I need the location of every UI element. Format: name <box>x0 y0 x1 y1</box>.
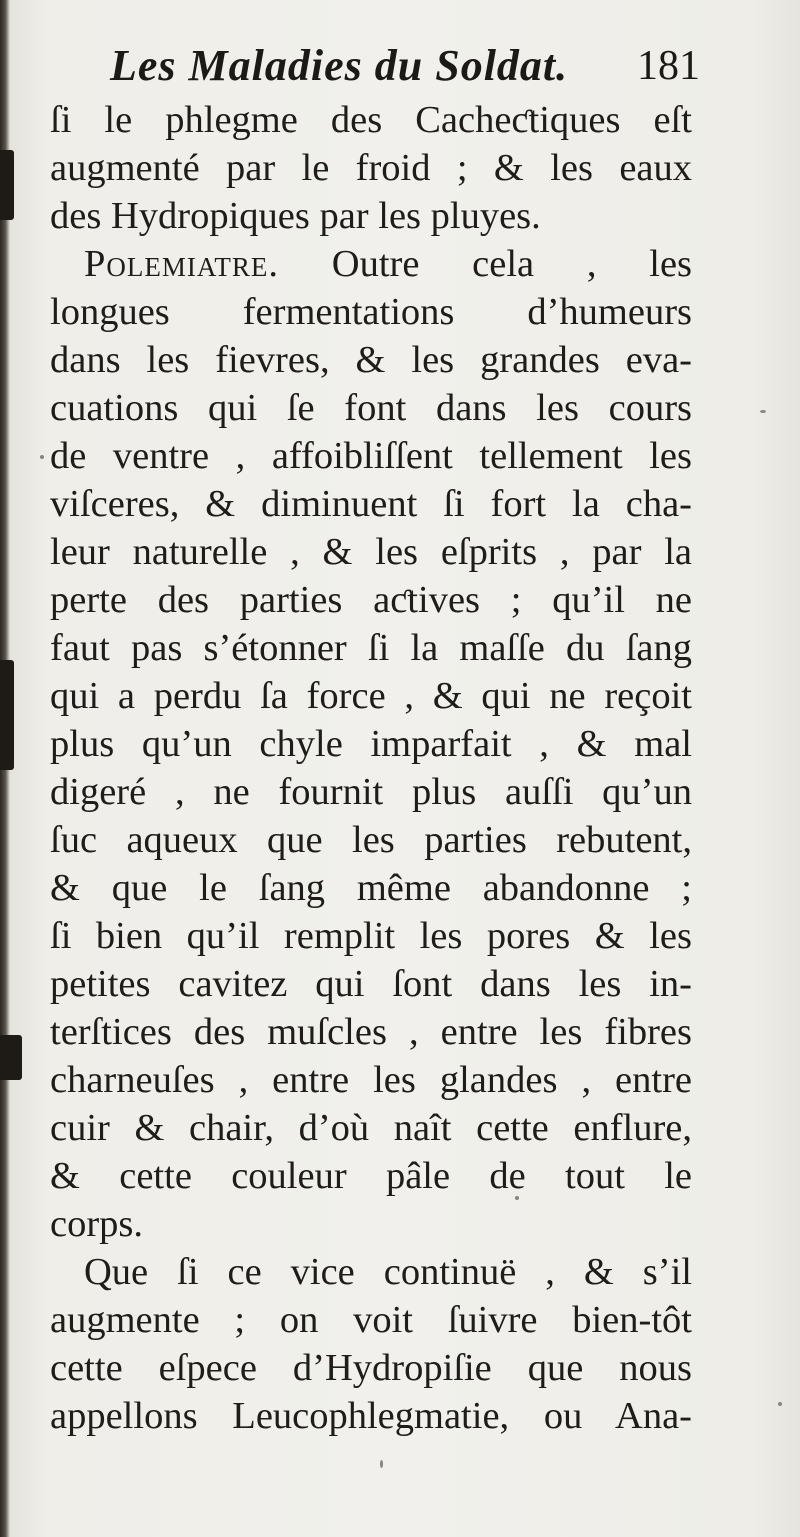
text-line: augmenté par le froid ; & les eaux <box>50 147 692 189</box>
text-line: petites cavitez qui ſont dans les in- <box>50 963 692 1005</box>
text-line: qui a perdu ſa force , & qui ne reçoit <box>50 675 692 717</box>
text-line: & que le ſang même abandonne ; <box>50 867 692 909</box>
text-line: ſi le phlegme des Cacheƈtiques eſt <box>50 99 692 141</box>
text-line: charneuſes , entre les glandes , entre <box>50 1059 692 1101</box>
text-line: augmente ; on voit ſuivre bien-tôt <box>50 1299 692 1341</box>
text-line: faut pas s’étonner ſi la maſſe du ſang <box>50 627 692 669</box>
binding-mark <box>0 660 14 770</box>
text-line <box>50 240 692 288</box>
text-line: & cette couleur pâle de tout le <box>50 1155 692 1197</box>
text-line: terſtices des muſcles , entre les fibres <box>50 1011 692 1053</box>
text-line: plus qu’un chyle imparfait , & mal <box>50 723 692 765</box>
text-line: dans les fievres, & les grandes eva- <box>50 339 692 381</box>
text-line: cuir & chair, d’où naît cette enflure, <box>50 1107 692 1149</box>
binding-mark <box>0 150 14 220</box>
text-line: digeré , ne fournit plus auſſi qu’un <box>50 771 692 813</box>
paper-speck <box>380 1460 383 1468</box>
text-line: ſuc aqueux que les parties rebutent, <box>50 819 692 861</box>
paper-speck <box>40 455 44 459</box>
text-line: cuations qui ſe font dans les cours <box>50 387 692 429</box>
text-line: corps. <box>50 1203 144 1245</box>
text-line: appellons Leucophlegmatie, ou Ana- <box>50 1395 692 1437</box>
text-line: longues fermentations d’humeurs <box>50 291 692 333</box>
text-line: perte des parties aƈtives ; qu’il ne <box>50 579 692 621</box>
paper-speck <box>778 1402 782 1406</box>
text-line: viſceres, & diminuent ſi fort la cha- <box>50 483 692 525</box>
binding-mark <box>0 1035 22 1080</box>
paper-speck <box>760 410 766 413</box>
text-line: cette eſpece d’Hydropiſie que nous <box>50 1347 692 1389</box>
running-title: Les Maladies du Soldat. <box>110 41 569 90</box>
text-line: Que ſi ce vice continuë , & s’il <box>84 1251 692 1293</box>
text-line: leur naturelle , & les eſprits , par la <box>50 531 692 573</box>
speaker-name: Polemiatre. <box>84 243 280 285</box>
text-line: ſi bien qu’il remplit les pores & les <box>50 915 692 957</box>
text-line: de ventre , affoibliſſent tellement les <box>50 435 692 477</box>
speaker-line-text: Outre cela , les <box>331 243 693 285</box>
body-text <box>50 96 692 1440</box>
text-line: des Hydropiques par les pluyes. <box>50 195 541 237</box>
page-number: 181 <box>637 43 700 89</box>
